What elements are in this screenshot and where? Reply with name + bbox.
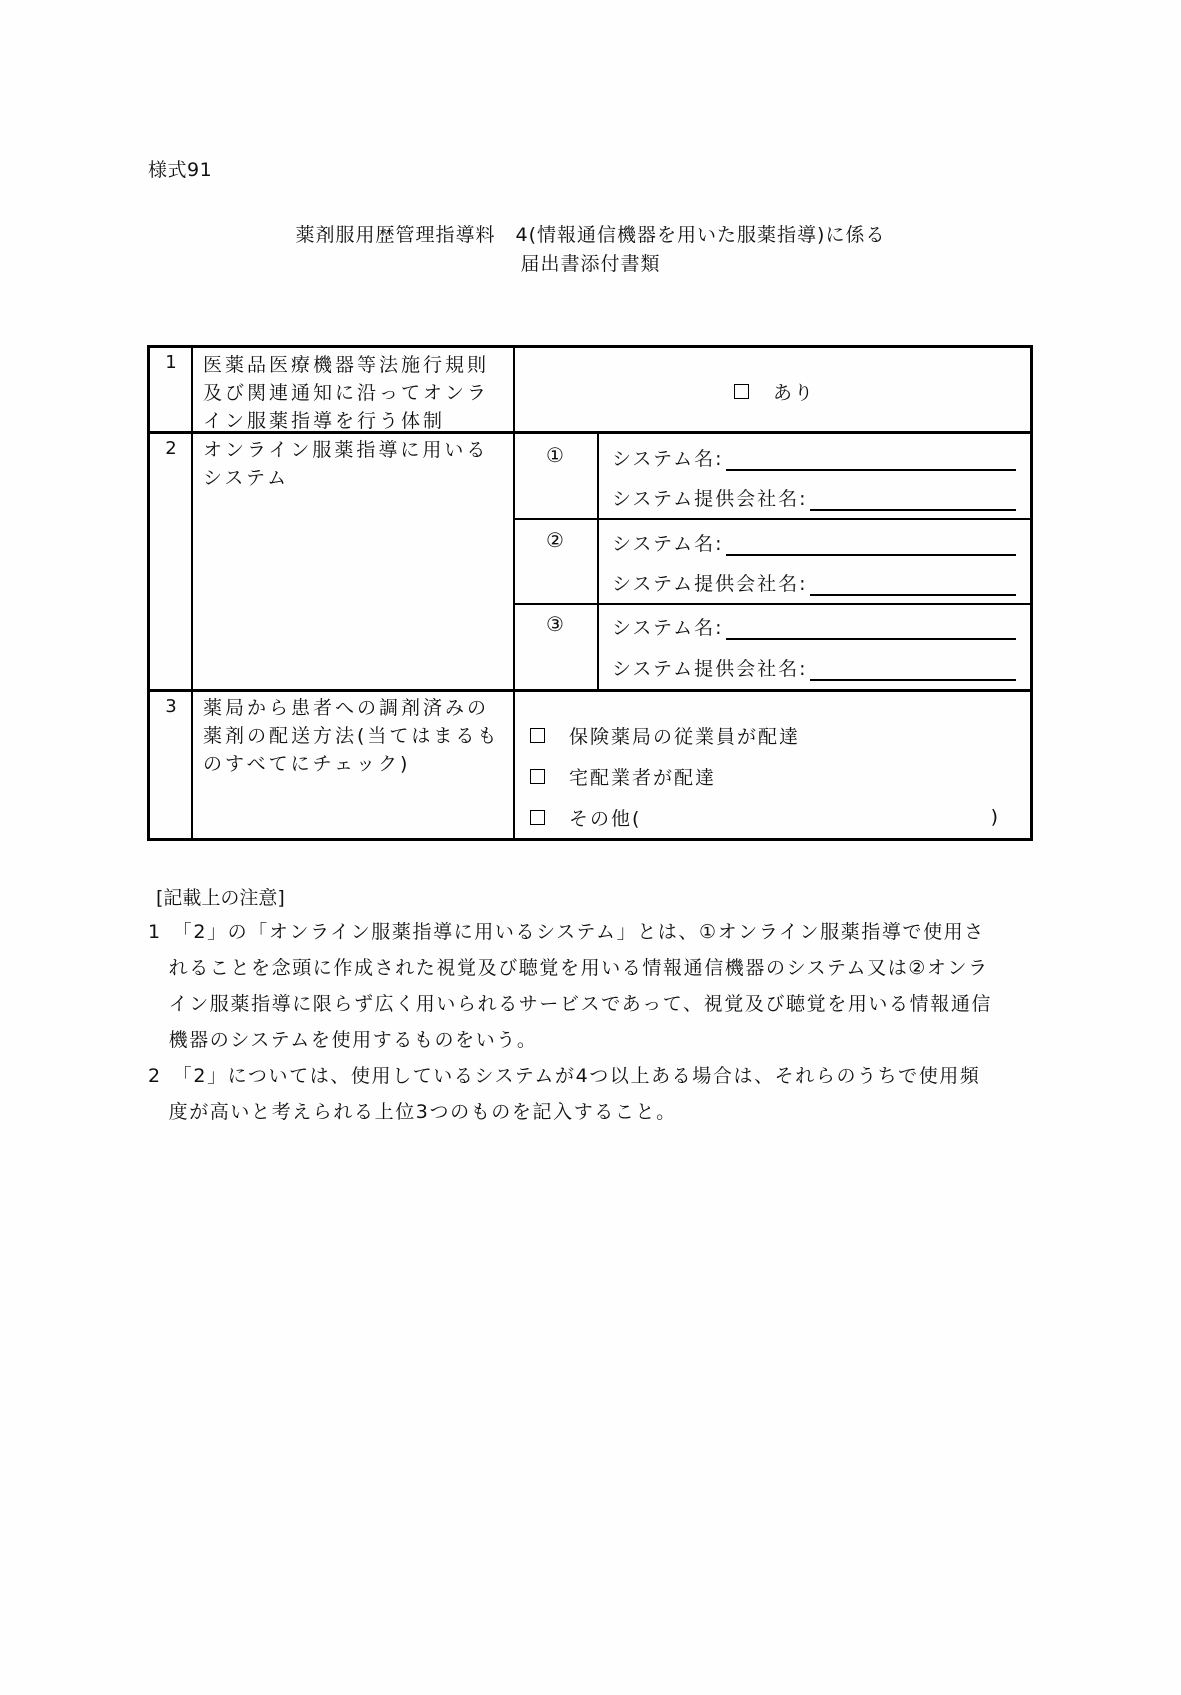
system-marker: ② — [546, 528, 564, 552]
row-number: 2 — [165, 438, 177, 459]
row-label: オンライン服薬指導に用いる システム — [203, 439, 489, 489]
delivery-option-other[interactable]: その他( ) — [530, 803, 1000, 831]
system-marker: ③ — [546, 612, 564, 636]
divider — [191, 348, 193, 838]
note-line: 機器のシステムを使用するものをいう。 — [148, 1029, 538, 1051]
system-company-field[interactable]: システム提供会社名: — [612, 483, 1016, 511]
row-label: 医薬品医療機器等法施行規則 及び関連通知に沿ってオンラ イン服薬指導を行う体制 — [203, 354, 490, 432]
system-name-field[interactable]: システム名: — [612, 528, 1016, 556]
note-line: れることを念頭に作成された視覚及び聴覚を用いる情報通信機器のシステム又は②オンラ — [148, 957, 989, 979]
divider — [514, 518, 1030, 520]
row-number: 1 — [165, 352, 177, 373]
note-line: イン服薬指導に限らず広く用いられるサービスであって、視覚及び聴覚を用いる情報通信 — [148, 993, 993, 1015]
application-table — [147, 345, 1033, 841]
checkbox[interactable] — [734, 384, 749, 399]
checkbox[interactable] — [530, 728, 545, 743]
checkbox[interactable] — [530, 769, 545, 784]
delivery-option-courier[interactable]: 宅配業者が配達 — [530, 762, 716, 790]
note-line: 度が高いと考えられる上位3つのものを記入すること。 — [148, 1101, 677, 1123]
delivery-option-staff[interactable]: 保険薬局の従業員が配達 — [530, 721, 800, 749]
checkbox[interactable] — [530, 810, 545, 825]
system-availability-option[interactable]: あり — [734, 377, 815, 405]
form-number: 様式91 — [148, 159, 213, 181]
system-company-field[interactable]: システム提供会社名: — [612, 653, 1016, 681]
system-name-field[interactable]: システム名: — [612, 612, 1016, 640]
divider — [150, 689, 1030, 692]
system-company-field[interactable]: システム提供会社名: — [612, 568, 1016, 596]
row-number: 3 — [165, 696, 177, 717]
notes-title: [記載上の注意] — [156, 887, 285, 909]
note-line: 1 「2」の「オンライン服薬指導に用いるシステム」とは、①オンライン服薬指導で使用さ — [148, 921, 985, 943]
row-label: 薬局から患者への調剤済みの 薬剤の配送方法(当てはまるも のすべてにチェック) — [203, 697, 500, 775]
divider — [513, 348, 515, 838]
divider — [597, 433, 599, 691]
document-title-line-2: 届出書添付書類 — [520, 253, 661, 275]
divider — [514, 603, 1030, 605]
document-title-line-1: 薬剤服用歴管理指導料 4(情報通信機器を用いた服薬指導)に係る — [295, 224, 886, 246]
system-name-field[interactable]: システム名: — [612, 443, 1016, 471]
system-marker: ① — [546, 443, 564, 467]
note-line: 2 「2」については、使用しているシステムが4つ以上ある場合は、それらのうちで使用頻 — [148, 1065, 981, 1087]
